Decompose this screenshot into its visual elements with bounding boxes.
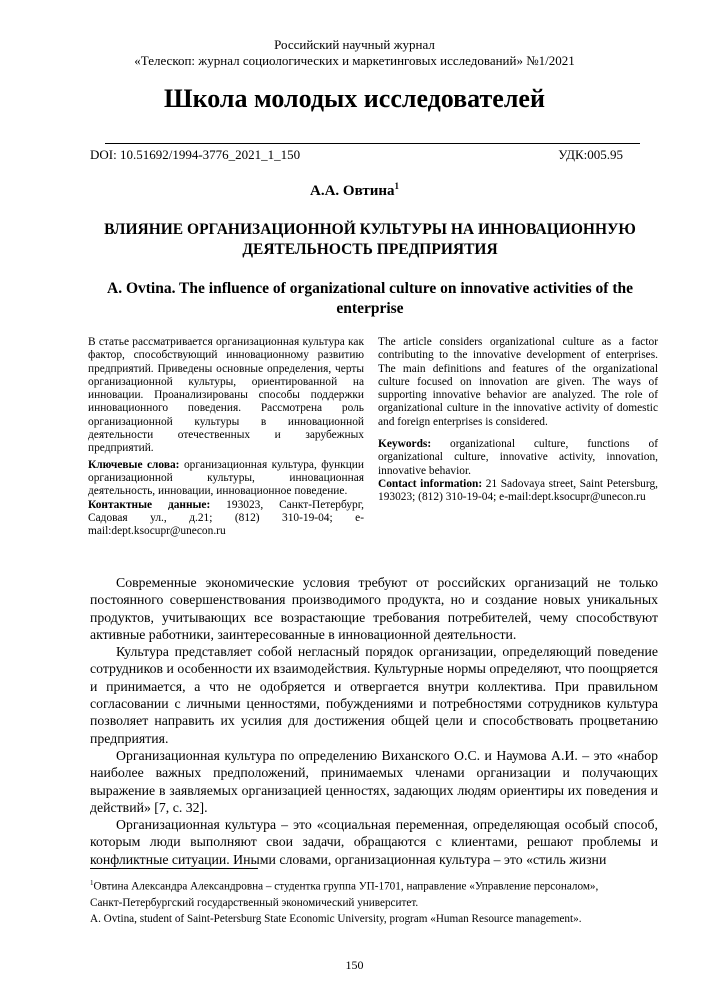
doi-label: DOI: 10.51692/1994-3776_2021_1_150 <box>90 147 301 162</box>
udk-label: УДК:005.95 <box>558 147 623 162</box>
keywords-en-label: Keywords: <box>378 438 432 451</box>
keywords-en <box>378 438 658 478</box>
article-author <box>0 181 709 200</box>
abstract-en <box>378 336 658 505</box>
footnote-divider <box>90 868 258 869</box>
contact-ru <box>88 499 364 539</box>
keywords-ru <box>88 459 364 499</box>
contact-en <box>378 478 658 505</box>
section-title: Школа молодых исследователей <box>164 84 545 113</box>
body-paragraph: Современные экономические условия требуют от российских организаций не только постоянного совершенствования производимого продукта, но и создание новых уникальных продуктов, учитывающих все возрастающие требования потребителей, чему способствуют активные работники, заинтересованные в инновационной деятельности. <box>90 575 658 642</box>
contact-en-text: 21 Sadovaya street, Saint Petersburg, 193023; (812) 310-19-04; e-mail:dept.ksocupr@unecon.ru <box>378 477 659 504</box>
article-title-en: A. Ovtina. The influence of organizational culture on innovative activities of the enterprise <box>107 280 633 317</box>
body-paragraph: Культура представляет собой негласный порядок организации, определяющий поведение сотрудников и особенности их взаимодействия. Культурные нормы определяют, что поощряется и принимается, а что не одобряется и отвергается внутри коллектива. При правильном согласовании с личными ценностями, побуждениями и потребностями сотрудников культура позволяет направить их усилия для достижения общей цели и способствовать процветанию предприятия. <box>90 644 658 746</box>
header-divider <box>105 143 640 144</box>
author-name: А.А. Овтина <box>310 183 395 199</box>
footnote-line3: A. Ovtina, student of Saint-Petersburg State Economic University, program «Human Resource management». <box>90 912 582 925</box>
contact-ru-text: 193023, Санкт-Петербург, Садовая ул., д.21; (812) 310-19-04; e-mail:dept.ksocupr@unecon.ru <box>88 498 364 538</box>
body-paragraph: Организационная культура по определению Виханского О.С. и Наумова А.И. – это «набор наиболее важных предположений, принимаемых членами организации и получающих выражение в заявляемых организацией ценностях, задающих людям ориентиры их поведения и действий» [7, с. 32]. <box>90 747 658 815</box>
keywords-ru-text: организационная культура, функции организационной культуры, инновационная деятельность, инновации, инновационное поведение. <box>88 458 364 498</box>
body-paragraph: Организационная культура – это «социальная переменная, определяющая особый способ, которым люди выполняют свои задачи, обращаются с клиентами, решают проблемы и конфликтные ситуации. Иными словами, организационная культура – это «стиль жизни <box>90 817 658 867</box>
author-footnote-marker: 1 <box>394 181 399 191</box>
contact-ru-label: Контактные данные: <box>88 498 211 511</box>
contact-en-label: Contact information: <box>378 477 483 490</box>
abstract-ru <box>88 336 364 538</box>
journal-header-line1: Российский научный журнал <box>274 37 435 52</box>
abstract-ru-text: В статье рассматривается организационная культура как фактор, способствующий инновационному развитию предприятий. Приведены основные определения, черты организационной культуры, ориентированной на инновации. Проанализированы способы поддержки инновационного поведения. Рассмотрена роль организационной культуры в инновационной деятельности отечественных и зарубежных предприятий. <box>88 336 364 455</box>
keywords-ru-label: Ключевые слова: <box>88 458 180 471</box>
footnote-line1: $^1$Овтина Александра Александровна – студентка группа УП-1701, направление «Управление персоналом», <box>90 879 599 893</box>
footnote-marker: 1 <box>90 879 94 887</box>
page-number: 150 <box>345 958 364 972</box>
abstract-en-text: The article considers organizational culture as a factor contributing to the innovative development of enterprises. The main definitions and features of the organizational culture focused on innovation are given. The ways of supporting innovative behavior are analyzed. The role of organizational culture in the innovative activity of domestic and foreign enterprises is considered. <box>378 336 658 428</box>
footnote <box>90 875 658 927</box>
keywords-en-text: organizational culture, functions of organizational culture, innovative activity, innovation, innovative behavior. <box>378 438 658 477</box>
article-body <box>90 574 658 868</box>
journal-header-line2: «Телескоп: журнал социологических и маркетинговых исследований» №1/2021 <box>134 53 575 68</box>
footnote-line2: Санкт-Петербургский государственный экономический университет. <box>90 896 419 909</box>
article-title-ru: ВЛИЯНИЕ ОРГАНИЗАЦИОННОЙ КУЛЬТУРЫ НА ИННОВАЦИОННУЮ ДЕЯТЕЛЬНОСТЬ ПРЕДПРИЯТИЯ <box>104 221 636 258</box>
